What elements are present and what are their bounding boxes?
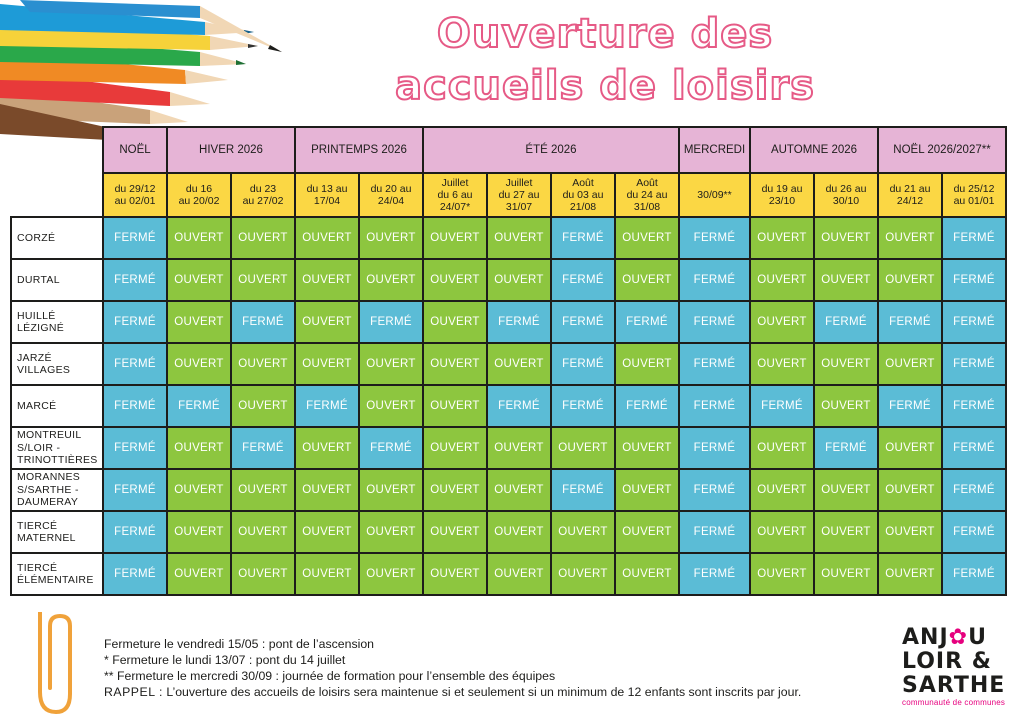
schedule-table <box>10 126 1007 596</box>
status-ouvert-cell: OUVERT <box>487 343 551 385</box>
status-ouvert-cell: OUVERT <box>167 427 231 469</box>
status-ferme-cell: FERMÉ <box>942 553 1006 595</box>
logo-text-anj: ANJ <box>902 625 949 650</box>
status-ouvert-cell: OUVERT <box>231 511 295 553</box>
status-ouvert-cell: OUVERT <box>551 511 615 553</box>
status-ouvert-cell: OUVERT <box>750 553 814 595</box>
status-ferme-cell: FERMÉ <box>679 553 750 595</box>
center-name: MARCÉ <box>11 385 103 427</box>
status-ouvert-cell: OUVERT <box>423 511 487 553</box>
status-ouvert-cell: OUVERT <box>615 553 679 595</box>
status-ouvert-cell: OUVERT <box>750 469 814 511</box>
note-juillet: * Fermeture le lundi 13/07 : pont du 14 juillet <box>104 653 346 667</box>
status-ferme-cell: FERMÉ <box>103 343 167 385</box>
status-ferme-cell: FERMÉ <box>359 301 423 343</box>
status-ferme-cell: FERMÉ <box>167 385 231 427</box>
status-ferme-cell: FERMÉ <box>551 343 615 385</box>
table-row <box>11 553 1006 595</box>
status-ouvert-cell: OUVERT <box>359 385 423 427</box>
period-header: MERCREDI <box>679 127 750 173</box>
center-name: MORANNES S/SARTHE - DAUMERAY <box>11 469 103 511</box>
logo-text-loir: LOIR & <box>902 649 992 674</box>
date-range-header: du 29/12 au 02/01 <box>103 173 167 217</box>
anjou-loir-sarthe-logo <box>902 626 1014 716</box>
table-row <box>11 259 1006 301</box>
status-ouvert-cell: OUVERT <box>487 427 551 469</box>
period-header: AUTOMNE 2026 <box>750 127 878 173</box>
status-ouvert-cell: OUVERT <box>814 385 878 427</box>
period-header: NOËL 2026/2027** <box>878 127 1006 173</box>
table-row <box>11 469 1006 511</box>
status-ouvert-cell: OUVERT <box>295 469 359 511</box>
status-ferme-cell: FERMÉ <box>942 259 1006 301</box>
status-ferme-cell: FERMÉ <box>942 217 1006 259</box>
status-ferme-cell: FERMÉ <box>878 301 942 343</box>
status-ouvert-cell: OUVERT <box>750 217 814 259</box>
status-ferme-cell: FERMÉ <box>103 385 167 427</box>
flower-icon: ✿ <box>948 625 969 650</box>
date-range-header: Août du 03 au 21/08 <box>551 173 615 217</box>
status-ferme-cell: FERMÉ <box>487 301 551 343</box>
status-ouvert-cell: OUVERT <box>487 511 551 553</box>
schedule-body <box>11 217 1006 595</box>
period-header: NOËL <box>103 127 167 173</box>
status-ouvert-cell: OUVERT <box>750 511 814 553</box>
date-range-header: 30/09** <box>679 173 750 217</box>
center-name: TIERCÉ MATERNEL <box>11 511 103 553</box>
status-ouvert-cell: OUVERT <box>615 259 679 301</box>
status-ouvert-cell: OUVERT <box>295 511 359 553</box>
table-row <box>11 301 1006 343</box>
status-ferme-cell: FERMÉ <box>551 301 615 343</box>
status-ferme-cell: FERMÉ <box>814 301 878 343</box>
status-ferme-cell: FERMÉ <box>942 469 1006 511</box>
status-ferme-cell: FERMÉ <box>679 427 750 469</box>
status-ouvert-cell: OUVERT <box>423 217 487 259</box>
status-ouvert-cell: OUVERT <box>615 343 679 385</box>
status-ouvert-cell: OUVERT <box>814 259 878 301</box>
logo-text-u: U <box>968 625 987 650</box>
table-row <box>11 217 1006 259</box>
status-ouvert-cell: OUVERT <box>231 259 295 301</box>
status-ferme-cell: FERMÉ <box>359 427 423 469</box>
status-ouvert-cell: OUVERT <box>423 259 487 301</box>
status-ferme-cell: FERMÉ <box>103 259 167 301</box>
status-ouvert-cell: OUVERT <box>750 427 814 469</box>
status-ferme-cell: FERMÉ <box>679 469 750 511</box>
status-ouvert-cell: OUVERT <box>615 427 679 469</box>
status-ferme-cell: FERMÉ <box>814 427 878 469</box>
date-range-header: du 26 au 30/10 <box>814 173 878 217</box>
status-ouvert-cell: OUVERT <box>231 385 295 427</box>
status-ouvert-cell: OUVERT <box>878 427 942 469</box>
status-ouvert-cell: OUVERT <box>423 343 487 385</box>
center-name: HUILLÉ LÉZIGNÉ <box>11 301 103 343</box>
status-ouvert-cell: OUVERT <box>423 301 487 343</box>
status-ouvert-cell: OUVERT <box>814 343 878 385</box>
center-name: MONTREUIL S/LOIR - TRINOTTIÈRES <box>11 427 103 469</box>
status-ferme-cell: FERMÉ <box>615 385 679 427</box>
date-range-header: Juillet du 6 au 24/07* <box>423 173 487 217</box>
period-header: HIVER 2026 <box>167 127 295 173</box>
status-ferme-cell: FERMÉ <box>750 385 814 427</box>
status-ouvert-cell: OUVERT <box>487 553 551 595</box>
status-ferme-cell: FERMÉ <box>295 385 359 427</box>
status-ferme-cell: FERMÉ <box>103 553 167 595</box>
date-range-header: du 23 au 27/02 <box>231 173 295 217</box>
date-range-header: du 16 au 20/02 <box>167 173 231 217</box>
table-row <box>11 427 1006 469</box>
logo-text-sarthe: SARTHE <box>902 673 1006 698</box>
status-ferme-cell: FERMÉ <box>551 469 615 511</box>
status-ouvert-cell: OUVERT <box>551 427 615 469</box>
status-ouvert-cell: OUVERT <box>167 343 231 385</box>
status-ferme-cell: FERMÉ <box>942 511 1006 553</box>
date-range-header: du 21 au 24/12 <box>878 173 942 217</box>
date-header-row <box>11 173 1006 217</box>
status-ouvert-cell: OUVERT <box>878 511 942 553</box>
rappel-label: RAPPEL : <box>104 685 163 699</box>
status-ouvert-cell: OUVERT <box>359 511 423 553</box>
status-ouvert-cell: OUVERT <box>878 469 942 511</box>
status-ouvert-cell: OUVERT <box>750 301 814 343</box>
date-range-header: Août du 24 au 31/08 <box>615 173 679 217</box>
status-ouvert-cell: OUVERT <box>423 469 487 511</box>
status-ferme-cell: FERMÉ <box>103 427 167 469</box>
date-range-header: du 19 au 23/10 <box>750 173 814 217</box>
status-ouvert-cell: OUVERT <box>231 217 295 259</box>
logo-subtitle: communauté de communes <box>902 698 1006 707</box>
status-ouvert-cell: OUVERT <box>750 259 814 301</box>
center-name: CORZÉ <box>11 217 103 259</box>
status-ouvert-cell: OUVERT <box>167 217 231 259</box>
table-row <box>11 511 1006 553</box>
status-ouvert-cell: OUVERT <box>551 553 615 595</box>
date-range-header: du 13 au 17/04 <box>295 173 359 217</box>
status-ferme-cell: FERMÉ <box>551 259 615 301</box>
status-ferme-cell: FERMÉ <box>551 385 615 427</box>
status-ferme-cell: FERMÉ <box>679 217 750 259</box>
status-ouvert-cell: OUVERT <box>359 553 423 595</box>
table-row <box>11 385 1006 427</box>
status-ouvert-cell: OUVERT <box>359 469 423 511</box>
status-ouvert-cell: OUVERT <box>295 301 359 343</box>
status-ouvert-cell: OUVERT <box>167 469 231 511</box>
status-ferme-cell: FERMÉ <box>679 301 750 343</box>
period-header-row <box>11 127 1006 173</box>
status-ferme-cell: FERMÉ <box>103 511 167 553</box>
date-range-header: du 25/12 au 01/01 <box>942 173 1006 217</box>
period-header: ÉTÉ 2026 <box>423 127 679 173</box>
status-ferme-cell: FERMÉ <box>103 217 167 259</box>
status-ouvert-cell: OUVERT <box>487 469 551 511</box>
status-ouvert-cell: OUVERT <box>295 427 359 469</box>
status-ouvert-cell: OUVERT <box>359 343 423 385</box>
paperclip-icon <box>18 612 78 724</box>
status-ouvert-cell: OUVERT <box>167 553 231 595</box>
status-ouvert-cell: OUVERT <box>359 217 423 259</box>
status-ouvert-cell: OUVERT <box>615 469 679 511</box>
title-line-1: Ouverture des <box>436 11 774 57</box>
status-ferme-cell: FERMÉ <box>942 385 1006 427</box>
status-ferme-cell: FERMÉ <box>551 217 615 259</box>
status-ouvert-cell: OUVERT <box>487 217 551 259</box>
status-ferme-cell: FERMÉ <box>231 301 295 343</box>
status-ouvert-cell: OUVERT <box>814 217 878 259</box>
center-name: DURTAL <box>11 259 103 301</box>
title-line-2: accueils de loisirs <box>395 63 815 109</box>
status-ferme-cell: FERMÉ <box>487 385 551 427</box>
status-ouvert-cell: OUVERT <box>295 343 359 385</box>
date-range-header: du 20 au 24/04 <box>359 173 423 217</box>
note-rappel <box>104 684 801 700</box>
center-name: JARZÉ VILLAGES <box>11 343 103 385</box>
status-ouvert-cell: OUVERT <box>295 553 359 595</box>
status-ouvert-cell: OUVERT <box>295 217 359 259</box>
status-ouvert-cell: OUVERT <box>231 343 295 385</box>
date-range-header: Juillet du 27 au 31/07 <box>487 173 551 217</box>
status-ouvert-cell: OUVERT <box>231 469 295 511</box>
status-ouvert-cell: OUVERT <box>615 511 679 553</box>
status-ouvert-cell: OUVERT <box>814 469 878 511</box>
status-ouvert-cell: OUVERT <box>423 553 487 595</box>
page-title <box>395 8 815 112</box>
corner-blank <box>11 173 103 217</box>
status-ouvert-cell: OUVERT <box>167 511 231 553</box>
status-ouvert-cell: OUVERT <box>167 259 231 301</box>
table-row <box>11 343 1006 385</box>
status-ferme-cell: FERMÉ <box>679 343 750 385</box>
status-ferme-cell: FERMÉ <box>231 427 295 469</box>
status-ferme-cell: FERMÉ <box>103 301 167 343</box>
status-ouvert-cell: OUVERT <box>423 385 487 427</box>
status-ferme-cell: FERMÉ <box>942 343 1006 385</box>
status-ouvert-cell: OUVERT <box>167 301 231 343</box>
period-header: PRINTEMPS 2026 <box>295 127 423 173</box>
note-formation: ** Fermeture le mercredi 30/09 : journée de formation pour l’ensemble des équipes <box>104 669 556 683</box>
corner-blank <box>11 127 103 173</box>
status-ouvert-cell: OUVERT <box>814 511 878 553</box>
status-ouvert-cell: OUVERT <box>231 553 295 595</box>
status-ferme-cell: FERMÉ <box>942 301 1006 343</box>
note-ascension: Fermeture le vendredi 15/05 : pont de l’ascension <box>104 637 375 651</box>
status-ferme-cell: FERMÉ <box>942 427 1006 469</box>
status-ouvert-cell: OUVERT <box>359 259 423 301</box>
status-ferme-cell: FERMÉ <box>679 259 750 301</box>
status-ouvert-cell: OUVERT <box>615 217 679 259</box>
status-ouvert-cell: OUVERT <box>878 343 942 385</box>
status-ferme-cell: FERMÉ <box>679 385 750 427</box>
status-ferme-cell: FERMÉ <box>878 385 942 427</box>
status-ouvert-cell: OUVERT <box>423 427 487 469</box>
status-ouvert-cell: OUVERT <box>487 259 551 301</box>
rappel-text: L’ouverture des accueils de loisirs sera maintenue si et seulement si un minimum de 12 enfants sont inscrits par jour. <box>162 685 802 699</box>
center-name: TIERCÉ ÉLÉMENTAIRE <box>11 553 103 595</box>
status-ouvert-cell: OUVERT <box>814 553 878 595</box>
status-ouvert-cell: OUVERT <box>878 217 942 259</box>
status-ouvert-cell: OUVERT <box>295 259 359 301</box>
status-ferme-cell: FERMÉ <box>615 301 679 343</box>
status-ferme-cell: FERMÉ <box>679 511 750 553</box>
status-ouvert-cell: OUVERT <box>750 343 814 385</box>
footnotes <box>104 636 801 700</box>
status-ferme-cell: FERMÉ <box>103 469 167 511</box>
status-ouvert-cell: OUVERT <box>878 259 942 301</box>
status-ouvert-cell: OUVERT <box>878 553 942 595</box>
